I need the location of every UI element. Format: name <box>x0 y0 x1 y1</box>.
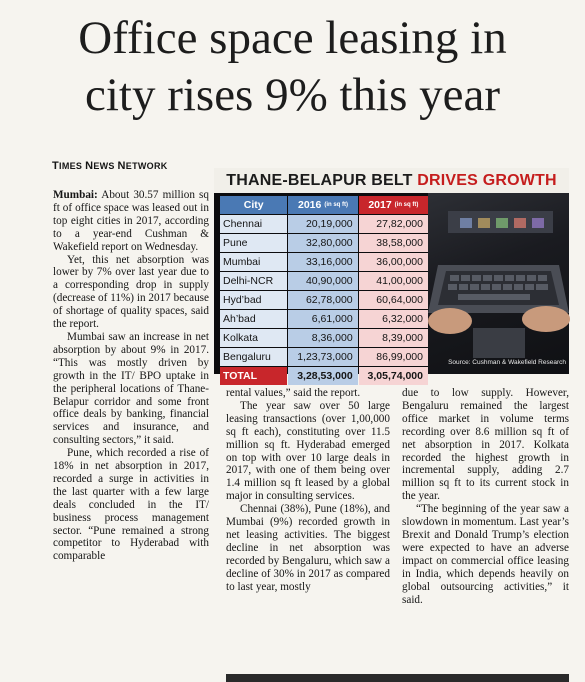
headline-line-1: Office space leasing in <box>78 12 507 64</box>
paragraph: “The beginning of the year saw a slowdown in momentum. Last year’s Brexit and Donald Trump’s election were expected to have an adverse impact on commercial office leasing in India, which depends heavily on global outsourcing activities,” it said. <box>402 503 569 606</box>
source-note: Source: Cushman & Wakefield Research <box>448 359 566 366</box>
article-column-1 <box>53 189 209 563</box>
infobox <box>214 168 569 382</box>
table-row <box>220 272 428 290</box>
cell-2016: 62,78,000 <box>288 291 357 309</box>
cell-city: Pune <box>220 234 287 252</box>
paragraph: Mumbai saw an increase in net absorption by about 9% in 2017. “This was mostly driven by growth in the IT/ BPO uptake in the peripheral locations of Thane-Belapur corridor and some front office deals by banking, financial services and insurance, and consulting sectors,” it said. <box>53 330 209 447</box>
table-header-row <box>220 196 428 214</box>
table-row <box>220 348 428 366</box>
paragraph: rental values,” said the report. <box>226 387 361 399</box>
paragraph: Yet, this net absorption was lower by 7% over last year due to a corresponding drop in supply (decrease of 11%) in 2017 because of shortage of quality spaces, said the report. <box>53 253 209 331</box>
bottom-rule <box>226 674 569 682</box>
header-2016: 2016 (in sq ft) <box>288 196 357 214</box>
cell-2017: 6,32,000 <box>359 310 428 328</box>
table-row <box>220 310 428 328</box>
table-row <box>220 234 428 252</box>
cell-2016: 20,19,000 <box>288 215 357 233</box>
paragraph: Chennai (38%), Pune (18%), and Mumbai (9%) recorded growth in net leasing activities. The biggest decline in net absorption was recorded by Bengaluru, which saw a decline of 30% in 2017 as compared to last year, mostly <box>226 503 390 593</box>
header-city: City <box>220 196 287 214</box>
article-column-2 <box>226 387 390 594</box>
cell-city: Ah’bad <box>220 310 287 328</box>
cell-2017: 38,58,000 <box>359 234 428 252</box>
cell-2017: 8,39,000 <box>359 329 428 347</box>
cell-2016: 8,36,000 <box>288 329 357 347</box>
cell-2017: 36,00,000 <box>359 253 428 271</box>
cell-2017: 27,82,000 <box>359 215 428 233</box>
table-row <box>220 329 428 347</box>
table-row <box>220 215 428 233</box>
cell-2017: 60,64,000 <box>359 291 428 309</box>
cell-city: Chennai <box>220 215 287 233</box>
paragraph: due to low supply. However, Bengaluru remained the largest office market in volume terms recording over 8.6 million sq ft of net absorption in 2017. Kolkata recorded the highest growth in incremental supply, adding 2.7 million sq ft to its current stock in the year. <box>402 387 569 503</box>
cell-2016: 1,23,73,000 <box>288 348 357 366</box>
paragraph: Pune, which recorded a rise of 18% in net absorption in 2017, recorded a surge in activities in the last quarter with a few large deals concluded in the IT/ business process management sector. “Pune remained a strong competitor to Hyderabad with comparable <box>53 447 209 563</box>
cell-city: Delhi-NCR <box>220 272 287 290</box>
cell-2017: 86,99,000 <box>359 348 428 366</box>
cell-city: Kolkata <box>220 329 287 347</box>
cell-city: Hyd’bad <box>220 291 287 309</box>
leasing-table <box>220 196 428 386</box>
paragraph: The year saw over 50 large leasing transactions (over 1,00,000 sq ft each), constituting over 11.5 million sq ft. Hyderabad emerged on top with over 10 large deals in 2017, with one of them being over 1.4 million sq ft leased by a global major in consulting services. <box>226 399 390 503</box>
cell-city: Bengaluru <box>220 348 287 366</box>
table-row <box>220 253 428 271</box>
infobox-title: THANE-BELAPUR BELT DRIVES GROWTH <box>214 168 569 193</box>
total-label: TOTAL <box>220 367 287 385</box>
cell-2016: 33,16,000 <box>288 253 357 271</box>
table-row <box>220 291 428 309</box>
cell-2016: 32,80,000 <box>288 234 357 252</box>
total-2016: 3,28,53,000 <box>288 367 357 385</box>
cell-2016: 6,61,000 <box>288 310 357 328</box>
byline: TIMES NEWS NETWORK <box>52 160 168 172</box>
total-2017: 3,05,74,000 <box>359 367 428 385</box>
headline-line-2: city rises 9% this year <box>84 69 501 121</box>
headline <box>0 10 585 124</box>
article-column-3 <box>402 387 569 606</box>
header-2017: 2017 (in sq ft) <box>359 196 428 214</box>
paragraph: Mumbai: About 30.57 million sq ft of office space was leased out in top eight cities in 2017, according to a year-end Cushman & Wakefield report on Wednesday. <box>53 189 209 253</box>
cell-city: Mumbai <box>220 253 287 271</box>
laptop-photo <box>428 193 569 374</box>
table-total-row <box>220 367 428 385</box>
dateline: Mumbai: <box>53 189 98 201</box>
cell-2016: 40,90,000 <box>288 272 357 290</box>
cell-2017: 41,00,000 <box>359 272 428 290</box>
